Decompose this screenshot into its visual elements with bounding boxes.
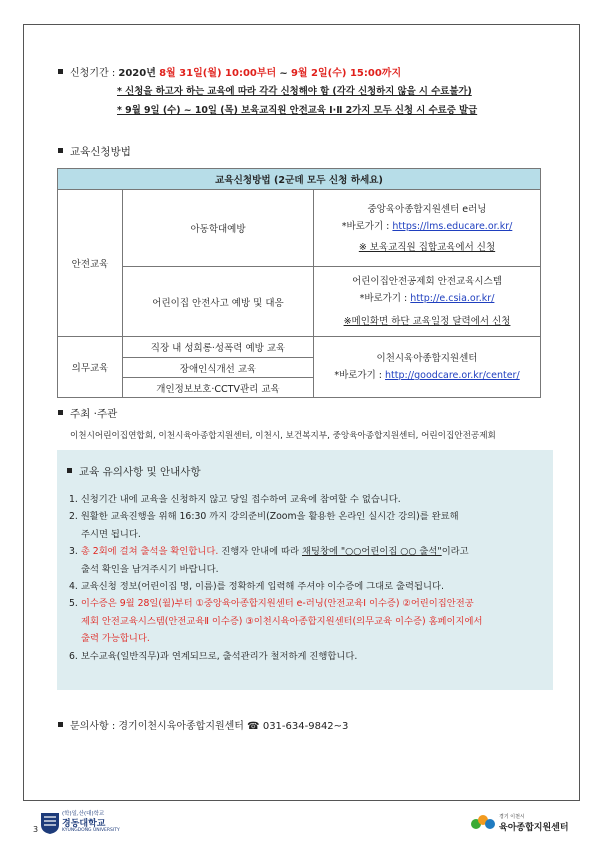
- certificate-date: 이수증은 9월 28일(월)부터: [80, 598, 193, 610]
- period-note-2: * 9월 9일 (수) ~ 10일 (목) 보육교직원 안전교육 Ⅰ·Ⅱ 2가지 모두 신청 시 수료증 발급: [117, 105, 478, 116]
- link-row: [314, 218, 540, 235]
- logo-sub-text: KYUNGDONG UNIVERSITY: [62, 828, 120, 833]
- bullet-icon: [58, 69, 63, 74]
- notice-box: [57, 450, 553, 690]
- notice-item-2: 2. 원활한 교육진행을 위해 16:30 까지 강의준비(Zoom을 활용한 온라인 실시간 강의)를 완료해: [69, 511, 459, 523]
- notice-title-text: 교육 유의사항 및 안내사항: [79, 466, 201, 478]
- apply-note: ※메인화면 하단 교육일정 달력에서 신청: [343, 316, 511, 327]
- notice-item-6: 6. 보수교육(일반직무)과 연계되므로, 출석관리가 철저하게 진행합니다.: [69, 650, 358, 662]
- host-section-title: [58, 406, 117, 421]
- mandatory-category: 의무교육: [58, 337, 123, 398]
- notice-item-5: [69, 595, 549, 612]
- logo-main-text: 경동대학교: [62, 819, 106, 829]
- apply-cell-3: [314, 337, 541, 398]
- contact-line: [58, 717, 348, 732]
- phone-icon: ☎: [247, 721, 260, 732]
- chat-instruction: 채팅창에 "○○어린이집 ○○ 출석": [302, 546, 442, 558]
- course-disability: 장애인식개선 교육: [123, 358, 314, 378]
- logo-small-text: 경기 이천시: [499, 814, 525, 820]
- apply-cell-2: [314, 267, 541, 337]
- certificate-source-3: ③이천시육아종합지원센터(의무교육 이수증): [245, 615, 426, 627]
- notice-item-5-cont: [69, 613, 549, 630]
- apply-note: ※ 보육교직원 집합교육에서 신청: [358, 241, 496, 253]
- link-label: *바로가기 :: [334, 370, 382, 381]
- university-emblem-icon: [40, 811, 60, 835]
- course-harassment: 직장 내 성희롱·성폭력 예방 교육: [123, 337, 314, 358]
- period-note-1: * 신청을 하고자 하는 교육에 따라 각각 신청해야 함 (각각 신청하지 않을 시 수료불가): [117, 86, 472, 97]
- educare-link[interactable]: https://lms.educare.or.kr/: [392, 220, 513, 232]
- course-safety-accident: 어린이집 안전사고 예방 및 대응: [123, 267, 314, 337]
- logo-top-text: (학)일,산(대)학교: [62, 811, 105, 817]
- education-method-table: [57, 168, 541, 398]
- notice-list: [69, 491, 549, 665]
- attendance-highlight: 총 2회에 걸쳐 출석을 확인합니다.: [80, 546, 219, 558]
- logo-main-text: 육아종합지원센터: [499, 823, 569, 833]
- period-end: 9월 2일(수) 15:00까지: [290, 68, 402, 79]
- table-header: 교육신청방법 (2군데 모두 신청 하세요): [58, 169, 541, 190]
- apply-cell-1: [314, 190, 541, 267]
- period-start: 8월 31일(월) 10:00부터: [159, 68, 277, 79]
- item-number: 3.: [69, 546, 78, 558]
- org-name: 이천시육아종합지원센터: [376, 353, 478, 364]
- bullet-icon: [67, 468, 72, 473]
- host-text: 이천시어린이집연합회, 이천시육아종합지원센터, 이천시, 보건복지부, 중앙육아종합지원센터, 어린이집안전공제회: [70, 431, 496, 441]
- org-name: 어린이집안전공제회 안전교육시스템: [352, 276, 502, 287]
- method-section-title: [58, 144, 131, 159]
- safety-category: 안전교육: [58, 190, 123, 337]
- host-title-text: 주최 ·주관: [70, 408, 118, 420]
- method-title-text: 교육신청방법: [70, 146, 131, 158]
- period-line: [58, 64, 401, 79]
- period-label: 신청기간 :: [70, 68, 116, 79]
- link-row: [314, 367, 540, 384]
- certificate-source-2b: 제회 안전교육시스템(안전교육Ⅱ 이수증): [81, 615, 243, 627]
- page-number: 3: [33, 825, 39, 834]
- certificate-source-web: 홈페이지에서: [428, 615, 483, 627]
- center-emblem-icon: [470, 813, 496, 831]
- item-number: 5.: [69, 598, 78, 610]
- bullet-icon: [58, 722, 63, 727]
- contact-phone[interactable]: 031-634-9842~3: [262, 721, 349, 732]
- notice-item-2-cont: 주시면 됩니다.: [81, 528, 141, 540]
- contact-org: 경기이천시육아종합지원센터: [118, 721, 244, 732]
- notice-item-1: 1. 신청기간 내에 교육을 신청하지 않고 당일 접수하여 교육에 참여할 수 없습니다.: [69, 494, 401, 505]
- notice-title: [67, 464, 201, 479]
- course-privacy-cctv: 개인정보보호·CCTV관리 교육: [123, 378, 314, 398]
- certificate-source-2: ②어린이집안전공: [402, 598, 474, 610]
- certificate-source-1: ①중앙육아종합지원센터 e-러닝(안전교육Ⅰ 이수증): [195, 598, 400, 610]
- link-label: *바로가기 :: [359, 293, 408, 304]
- notice-item-3: [69, 543, 549, 560]
- item-text: 진행자 안내에 따라: [221, 546, 300, 558]
- notice-item-3-cont: 출석 확인을 남겨주시기 바랍니다.: [81, 563, 219, 575]
- link-row: [314, 290, 540, 307]
- goodcare-link[interactable]: http://goodcare.or.kr/center/: [385, 370, 520, 381]
- period-tilde: ~: [279, 68, 288, 79]
- item-text: 이라고: [441, 546, 469, 558]
- link-label: *바로가기 :: [341, 220, 390, 232]
- csia-link[interactable]: http://e.csia.or.kr/: [410, 293, 495, 304]
- period-year: 2020년: [118, 68, 156, 79]
- notice-item-4: 4. 교육신청 정보(어린이집 명, 이름)를 정확하게 입력해 주셔야 이수증에 그대로 출력됩니다.: [69, 581, 444, 593]
- bullet-icon: [58, 148, 63, 153]
- org-name: 중앙육아종합지원센터 e러닝: [367, 203, 487, 215]
- course-child-abuse: 아동학대예방: [123, 190, 314, 267]
- notice-item-5-end: 출력 가능합니다.: [81, 633, 150, 645]
- bullet-icon: [58, 410, 63, 415]
- contact-label: 문의사항 :: [70, 721, 116, 732]
